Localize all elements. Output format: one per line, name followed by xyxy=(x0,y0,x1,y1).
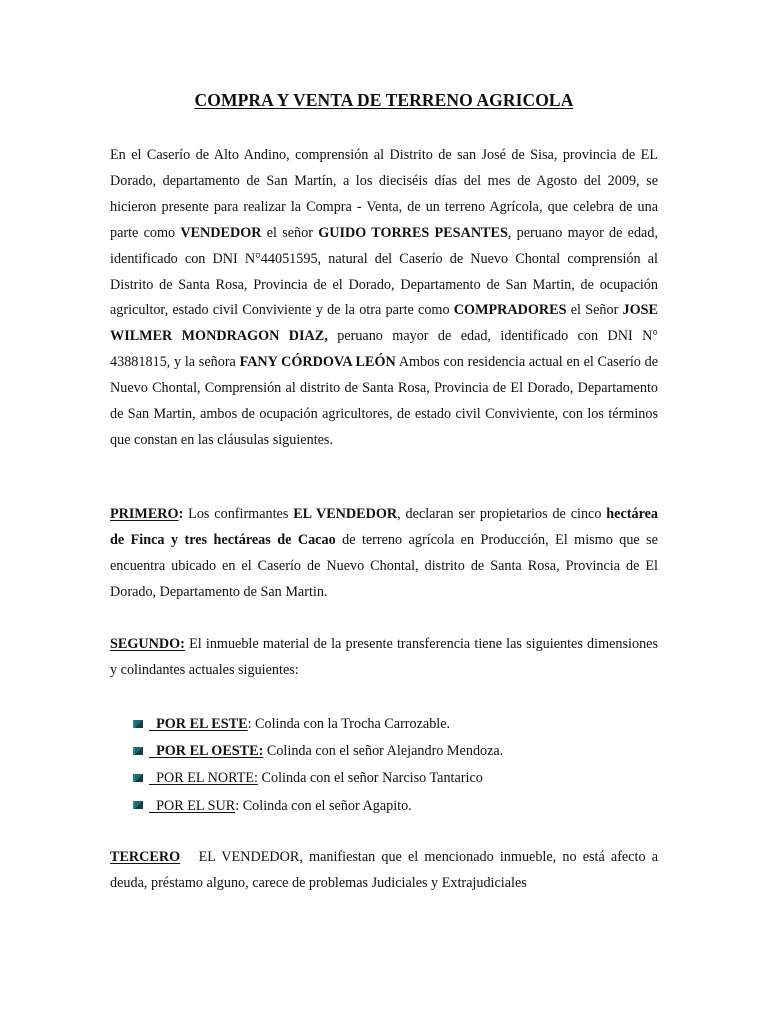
compradores-label: COMPRADORES xyxy=(453,302,567,319)
clause-tercero-heading: TERCERO xyxy=(110,849,181,865)
intro-text-6: Ambos con residencia actual en el Caserío de Nuevo Chontal, Comprensión al distrito de Santa Rosa, Provincia de El Dorado, Departamento de San Martin, ambos de ocupación agricultores, de estado civil Conviviente, con los términos que constan en las cláusulas siguientes. xyxy=(110,354,658,448)
intro-text-3: , peruano mayor de edad, identificado con DNI N°44051595, natural del Caserío de Nuevo Chontal comprensión al Distrito de Santa Rosa, Provincia de el Dorado, Departamento de San Martin, de ocupación agricultor, estado civil Conviviente y de la otra parte como xyxy=(110,224,658,319)
boundary-text: Colinda con el señor Narciso Tantarico xyxy=(257,770,483,787)
el-vendedor-label: EL VENDEDOR xyxy=(293,506,398,522)
clause-primero-colon: : xyxy=(178,506,184,522)
finca-description: hectárea de Finca y tres hectáreas de Cacao xyxy=(110,506,659,548)
boundary-label: POR EL SUR xyxy=(149,797,236,814)
boundary-text: : Colinda con el señor Agapito. xyxy=(235,797,412,814)
square-bullet-icon xyxy=(133,801,143,809)
tercero-text-1: EL VENDEDOR, manifiestan que el mencionado inmueble, no está afecto a deuda, préstamo alguno, carece de problemas Judiciales y Extrajudiciales xyxy=(110,849,662,891)
clause-primero-heading: PRIMERO xyxy=(110,506,179,522)
boundary-label: POR EL NORTE: xyxy=(149,770,258,787)
document-title: COMPRA Y VENTA DE TERRENO AGRICOLA xyxy=(194,90,574,110)
intro-paragraph xyxy=(110,143,658,454)
primero-text-2: , declaran ser propietarios de cinco xyxy=(397,506,607,522)
boundary-text: Colinda con el señor Alejandro Mendoza. xyxy=(263,743,504,760)
primero-text-1: Los confirmantes xyxy=(183,506,294,522)
vendedor-label: VENDEDOR xyxy=(180,224,262,241)
clause-segundo xyxy=(110,632,658,684)
list-item xyxy=(133,793,653,820)
intro-text-4: el Señor xyxy=(566,302,623,319)
clause-segundo-heading: SEGUNDO: xyxy=(110,636,185,652)
buyer-name-2: FANY CÓRDOVA LEÓN xyxy=(239,354,396,371)
clause-primero xyxy=(110,502,658,606)
intro-text-5: peruano mayor de edad, identificado con DNI N° 43881815, y la señora xyxy=(110,328,658,371)
square-bullet-icon xyxy=(133,774,143,782)
boundary-label: POR EL ESTE xyxy=(149,716,248,732)
boundary-label: POR EL OESTE: xyxy=(149,743,264,760)
intro-text-2: el señor xyxy=(261,224,319,241)
list-item xyxy=(133,765,653,792)
buyer-name-1: JOSE WILMER MONDRAGON DIAZ, xyxy=(110,302,658,345)
clause-tercero xyxy=(110,845,662,897)
intro-text-1: En el Caserío de Alto Andino, comprensión al Distrito de san José de Sisa, provincia de EL Dorado, departamento de San Martín, a los dieciséis días del mes de Agosto del 2009, se hicieron presente para realizar la Compra - Venta, de un terreno Agrícola, que celebra de una parte como xyxy=(110,147,658,241)
boundary-text: : Colinda con la Trocha Carrozable. xyxy=(247,716,451,732)
seller-name: GUIDO TORRES PESANTES xyxy=(318,224,508,241)
square-bullet-icon xyxy=(133,747,143,755)
primero-text-3: de terreno agrícola en Producción, El mismo que se encuentra ubicado en el Caserío de Nuevo Chontal, distrito de Santa Rosa, Provincia de El Dorado, Departamento de San Martin. xyxy=(110,531,658,600)
list-item xyxy=(133,738,653,765)
list-item xyxy=(133,711,653,738)
boundaries-list xyxy=(133,711,653,820)
segundo-text-1: El inmueble material de la presente transferencia tiene las siguientes dimensiones y colindantes actuales siguientes: xyxy=(110,636,658,678)
square-bullet-icon xyxy=(133,720,143,728)
